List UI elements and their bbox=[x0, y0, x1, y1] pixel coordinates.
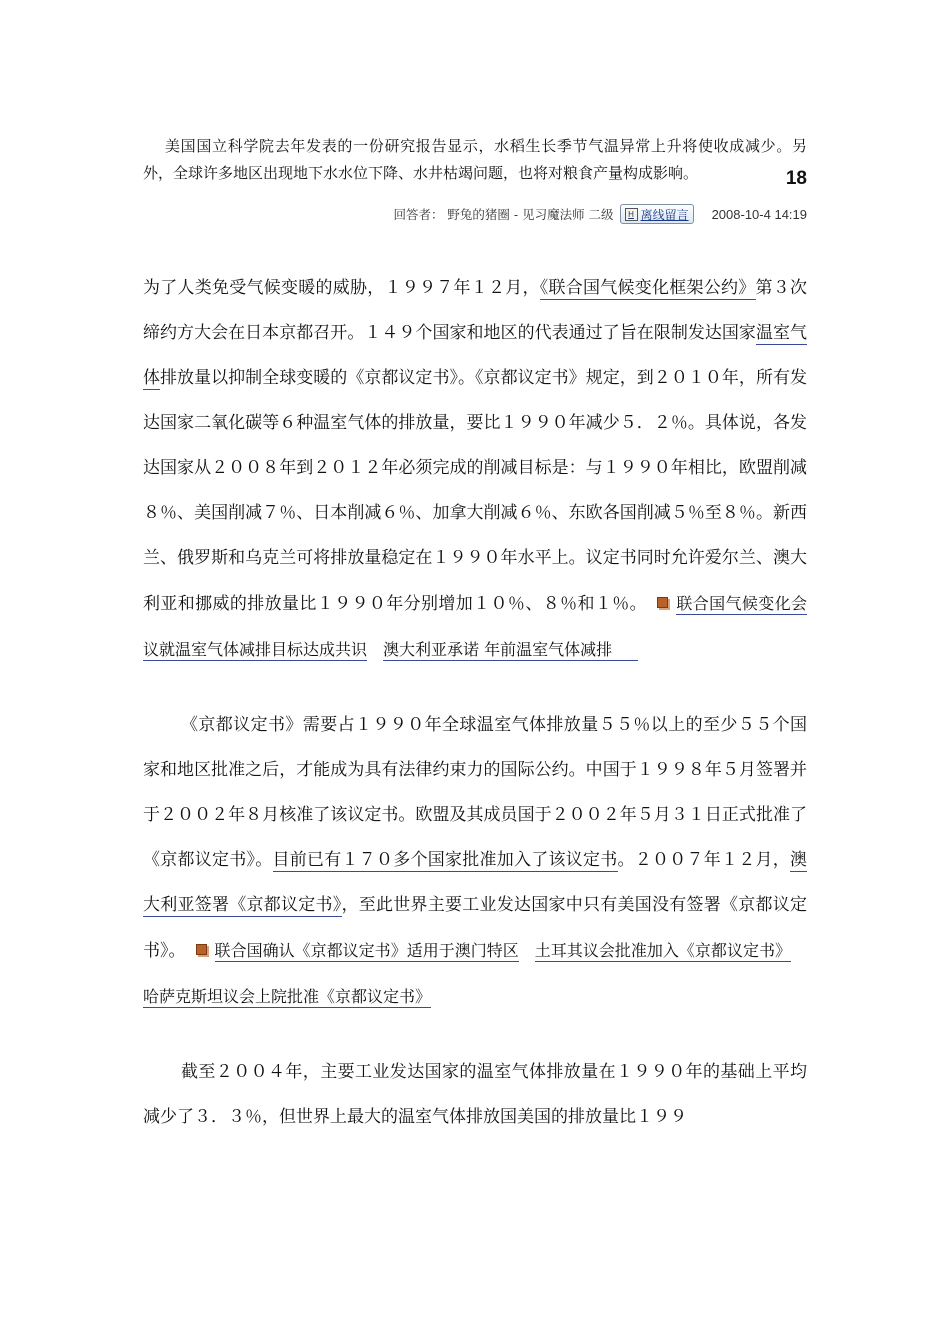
related-link-4[interactable]: 土耳其议会批准加入《京都议定书》 bbox=[534, 941, 791, 960]
answer-number: 18 bbox=[785, 168, 807, 189]
related-link-3[interactable]: 联合国确认《京都议定书》适用于澳门特区 bbox=[214, 941, 519, 960]
text-segment: 《京都议定书》需要占１９９０年全球温室气体排放量５５％以上的至少５５个国家和地区批准之后，才能成为具有法律约束力的国际公约。中国于１９９８年５月签署并于２００２年８月核准了该议定书。欧盟及其成员国于２００２年５月３１日正式批准了《京都议定书》。 bbox=[143, 715, 807, 870]
offline-message-button[interactable] bbox=[620, 204, 694, 224]
answer-meta bbox=[393, 204, 807, 224]
text-segment: ，至此世界主要工业发达国家中只有美国没有签署《京都议定书》。 bbox=[143, 895, 807, 961]
text-segment: 排放量以抑制全球变暖的《京都议定书》。《京都议定书》规定，到２０１０年，所有发达国家二氧化碳等６种温室气体的排放量，要比１９９０年减少５．２％。具体说，各发达国家从２００８年到２０１２年必须完成的削减目标是：与１９９０年相比，欧盟削减８％、美国削减７％、日本削减６％、加拿大削减６％、东欧各国削减５％至８％。新西兰、俄罗斯和乌克兰可将排放量稳定在１９９０年水平上。议定书同时允许爱尔兰、澳大利亚和挪威的排放量比１９９０年分别增加１０％、８％和１％。 bbox=[143, 368, 808, 614]
paragraph-ratification bbox=[143, 703, 807, 1020]
message-icon: H bbox=[625, 208, 638, 221]
intro-paragraph: 美国国立科学院去年发表的一份研究报告显示，水稻生长季节气温异常上升将使收成减少。另外，全球许多地区出现地下水水位下降、水井枯竭问题，也将对粮食产量构成影响。 bbox=[143, 137, 807, 182]
article-body bbox=[143, 266, 807, 1140]
offline-message-label: 离线留言 bbox=[640, 207, 689, 222]
text-segment: 第３次缔约方大会在日本京都召开。１４９个国家和地区的代表通过了旨在限制发达国家 bbox=[143, 278, 807, 343]
related-news-icon bbox=[196, 944, 207, 955]
link-170-countries[interactable]: 目前已有１７０多个国家批准加入了该议定书 bbox=[272, 850, 618, 870]
link-australia-signs[interactable]: 澳大利亚签署《京都议定书》 bbox=[143, 850, 807, 915]
related-link-1[interactable]: 联合国气候变化会议就温室气体减排目标达成共识 bbox=[143, 594, 807, 659]
related-link-5[interactable]: 哈萨克斯坦议会上院批准《京都议定书》 bbox=[143, 987, 432, 1006]
text-segment: 为了人类免受气候变暖的威胁，１９９７年１２月， bbox=[143, 278, 540, 298]
related-link-2[interactable]: 澳大利亚承诺 年前温室气体减排 bbox=[383, 640, 638, 661]
related-news-icon bbox=[657, 597, 668, 608]
answerer-info: 回答者： 野兔的猪圈 - 见习魔法师 二级 bbox=[393, 207, 614, 222]
link-greenhouse-gas[interactable]: 温室气体 bbox=[143, 323, 808, 388]
link-unfccc[interactable]: 《联合国气候变化框架公约》 bbox=[539, 278, 756, 298]
text-segment: 。２００７年１２月， bbox=[617, 850, 790, 870]
answer-timestamp: 2008-10-4 14:19 bbox=[711, 206, 807, 222]
paragraph-emissions-2004: 截至２００４年，主要工业发达国家的温室气体排放量在１９９０年的基础上平均减少了３．３％，但世界上最大的温室气体排放国美国的排放量比１９９ bbox=[143, 1062, 807, 1127]
paragraph-kyoto-protocol bbox=[143, 266, 807, 673]
